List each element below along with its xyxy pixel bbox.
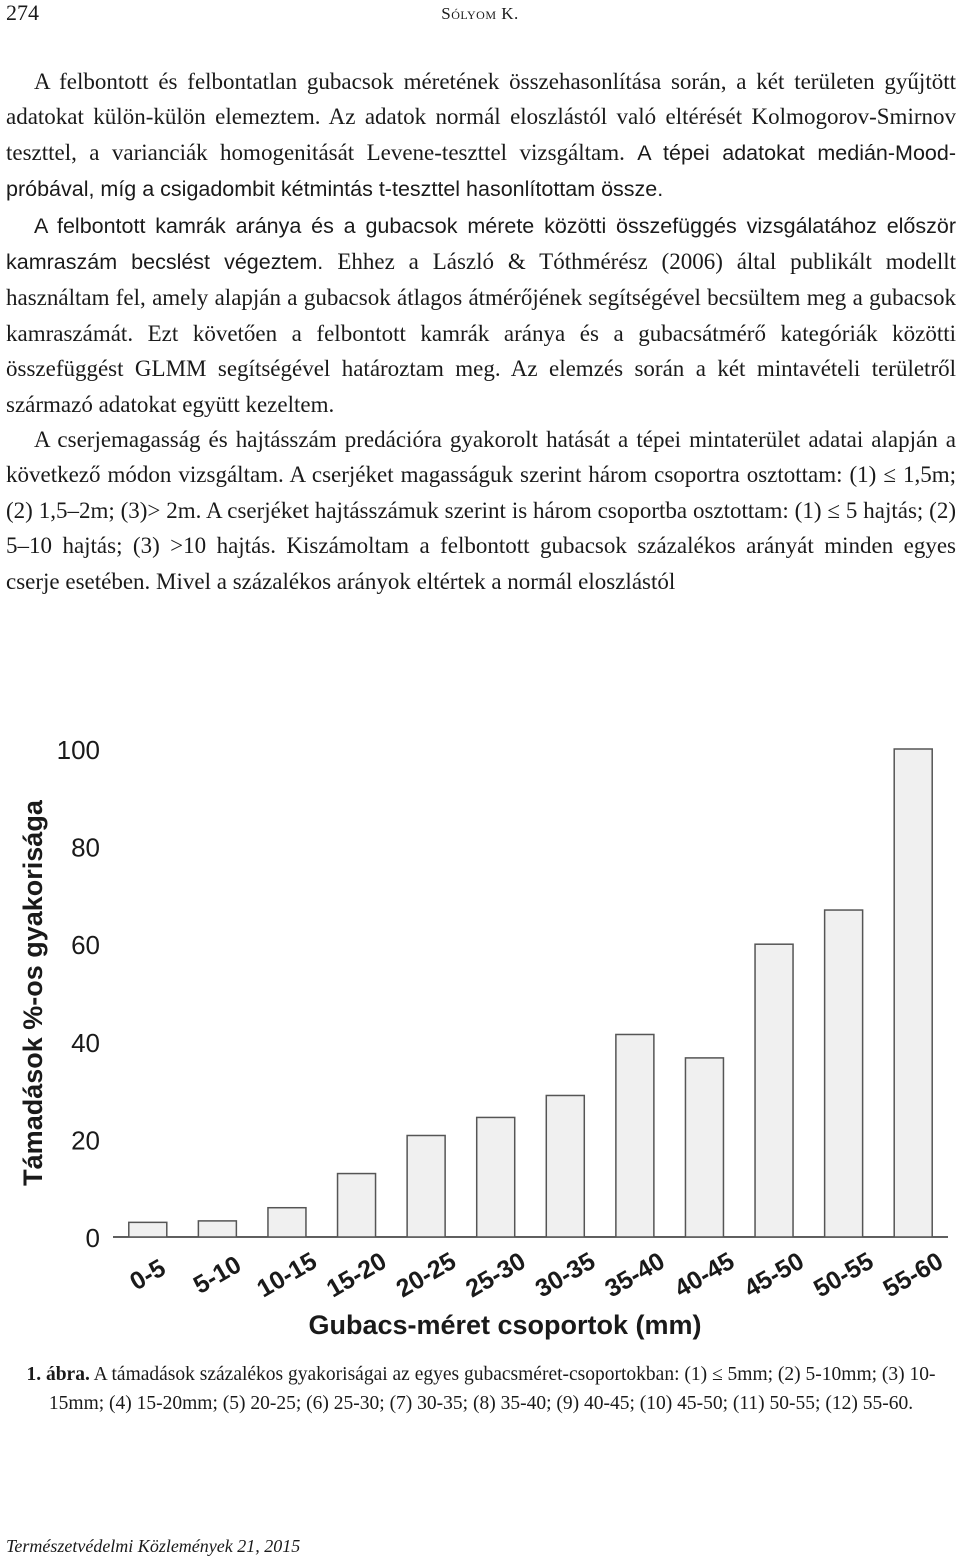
- x-tick-label: 50-55: [808, 1246, 879, 1304]
- bar: [198, 1221, 236, 1237]
- x-tick-label: 35-40: [600, 1246, 670, 1304]
- y-axis-label: Támadások %-os gyakorisága: [18, 800, 48, 1186]
- x-tick-label: 55-60: [878, 1246, 948, 1304]
- x-tick-label: 0-5: [125, 1253, 171, 1297]
- x-tick-label: 45-50: [739, 1246, 809, 1304]
- bar: [268, 1208, 306, 1237]
- bar: [129, 1222, 167, 1237]
- bar: [755, 944, 793, 1237]
- caption-label: 1. ábra.: [26, 1364, 90, 1385]
- figure-1: [0, 722, 960, 1358]
- y-tick-label: 60: [71, 930, 100, 961]
- paragraph: [6, 422, 956, 599]
- paragraph-text: A tépei adatokat medián-Mood-próbával, míg a csigadombit kétmintás t-teszttel hasonlítottam össze.: [6, 140, 956, 202]
- paragraph-text: A felbontott és felbontatlan gubacsok méretének összehasonlítása során, a két területen gyűjtött adatokat külön-külön elemeztem. Az adatok normál eloszlástól való eltérését Kolmogorov-Smirnov teszttel, a varianciák homogenitását Levene-teszttel vizsgáltam.: [6, 69, 956, 165]
- y-tick-label: 0: [85, 1223, 100, 1253]
- page-number: 274: [6, 0, 39, 25]
- bar: [407, 1135, 445, 1237]
- bar-chart: [0, 722, 960, 1358]
- x-tick-label: 10-15: [252, 1246, 322, 1304]
- paragraph-text: A cserjemagasság és hajtásszám predációra gyakorolt hatását a tépei mintaterület adatai alapján a következő módon vizsgáltam. A cserjéket magasságuk szerint három csoportra osztottam: (1) ≤ 1,5m; (2) 1,5–2m; (3)> 2m. A cserjéket hajtásszámuk szerint is három csoportba osztottam: (1) ≤ 5 hajtás; (2) 5–10 hajtás; (3) >10 hajtás. Kiszámoltam a felbontott gubacsok százalékos arányát minden egyes cserje esetében. Mivel a százalékos arányok eltértek a normál eloszlástól: [6, 427, 956, 594]
- x-tick-label: 15-20: [321, 1246, 392, 1304]
- running-head: Sólyom K.: [441, 4, 519, 23]
- x-tick-label: 40-45: [669, 1246, 740, 1304]
- bar: [477, 1117, 515, 1237]
- bar: [825, 910, 863, 1237]
- body-text: [6, 64, 956, 599]
- y-tick-label: 100: [56, 735, 100, 765]
- bar: [338, 1174, 376, 1237]
- y-tick-label: 40: [71, 1027, 100, 1058]
- page-header: [0, 0, 960, 38]
- caption-text: A támadások százalékos gyakoriságai az egyes gubacsméret-csoportokban: (1) ≤ 5mm; (2) 5-10mm; (3) 10-15mm; (4) 15-20mm; (5) 20-25; (6) 25-30; (7) 30-35; (8) 35-40; (9) 40-45; (10) 45-50; (11) 50-55; (12) 55-60.: [48, 1364, 936, 1414]
- y-tick-label: 80: [71, 832, 100, 863]
- bar: [546, 1095, 584, 1237]
- paragraph: [6, 64, 956, 208]
- bar: [616, 1034, 654, 1237]
- x-tick-label: 20-25: [391, 1246, 461, 1304]
- x-tick-label: 30-35: [530, 1246, 600, 1304]
- journal-footer: Természetvédelmi Közlemények 21, 2015: [6, 1536, 301, 1556]
- x-tick-label: 5-10: [188, 1250, 247, 1300]
- bar: [894, 749, 932, 1237]
- paragraph: [6, 208, 956, 422]
- x-tick-label: 25-30: [461, 1246, 531, 1304]
- x-axis-label: Gubacs-méret csoportok (mm): [308, 1310, 702, 1340]
- paragraph-text: A felbontott kamrák aránya és a gubacsok mérete közötti összefüggés vizsgálatához először kamraszám becslést végeztem.: [6, 213, 956, 275]
- y-tick-label: 20: [71, 1125, 100, 1156]
- figure-caption: [6, 1361, 956, 1418]
- bar: [685, 1058, 723, 1237]
- paragraph-text: Ehhez a László & Tóthmérész (2006) által publikált modellt használtam fel, amely alapján a gubacsok átlagos átmérőjének segítségével becsültem meg a gubacsok kamraszámát. Ezt követően a felbontott kamrák aránya és a gubacsátmérő kategóriák közötti összefüggést GLMM segítségével határoztam meg. Az elemzés során a két mintavételi területről származó adatokat együtt kezeltem.: [6, 249, 956, 417]
